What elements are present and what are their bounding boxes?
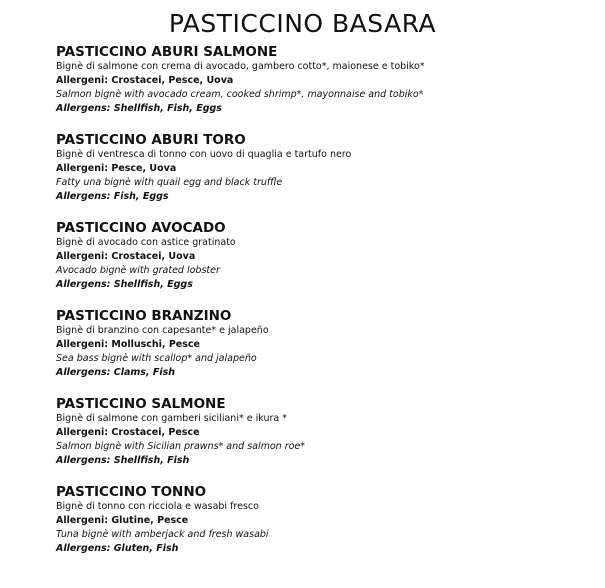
item-allergens-it: Allergeni: Glutine, Pesce — [56, 515, 189, 526]
item-allergens-it: Allergeni: Crostacei, Pesce — [56, 427, 200, 438]
menu-item — [56, 396, 596, 484]
item-description-it: Bignè di tonno con ricciola e wasabi fresco — [56, 501, 259, 512]
menu-item — [56, 308, 596, 396]
item-allergens-it: Allergeni: Crostacei, Uova — [56, 251, 196, 262]
item-allergens-en: Allergens: Fish, Eggs — [56, 191, 169, 202]
item-description-en: Sea bass bignè with scallop* and jalapeño — [56, 353, 257, 364]
item-allergens-en: Allergens: Clams, Fish — [56, 367, 176, 378]
menu-item — [56, 44, 596, 132]
item-name: PASTICCINO BRANZINO — [56, 308, 232, 324]
menu-item — [56, 484, 596, 572]
item-allergens-it: Allergeni: Molluschi, Pesce — [56, 339, 200, 350]
item-allergens-en: Allergens: Shellfish, Eggs — [56, 279, 193, 290]
item-name: PASTICCINO AVOCADO — [56, 220, 226, 236]
item-description-en: Fatty una bignè with quail egg and black truffle — [56, 177, 283, 188]
item-description-en: Salmon bignè with avocado cream, cooked shrimp*, mayonnaise and tobiko* — [56, 89, 424, 100]
item-name: PASTICCINO ABURI SALMONE — [56, 44, 278, 60]
item-name: PASTICCINO SALMONE — [56, 396, 226, 412]
item-allergens-en: Allergens: Shellfish, Fish — [56, 455, 190, 466]
item-description-it: Bignè di avocado con astice gratinato — [56, 237, 236, 248]
item-name: PASTICCINO TONNO — [56, 484, 207, 500]
menu-item — [56, 132, 596, 220]
item-description-it: Bignè di ventresca di tonno con uovo di quaglia e tartufo nero — [56, 149, 352, 160]
menu-items — [56, 44, 596, 572]
item-description-en: Salmon bignè with Sicilian prawns* and salmon roe* — [56, 441, 306, 452]
item-description-it: Bignè di branzino con capesante* e jalapeño — [56, 325, 269, 336]
item-allergens-en: Allergens: Gluten, Fish — [56, 543, 179, 554]
item-name: PASTICCINO ABURI TORO — [56, 132, 246, 148]
menu-item — [56, 220, 596, 308]
item-description-en: Avocado bignè with grated lobster — [56, 265, 220, 276]
item-allergens-en: Allergens: Shellfish, Fish, Eggs — [56, 103, 222, 114]
item-allergens-it: Allergeni: Crostacei, Pesce, Uova — [56, 75, 234, 86]
item-description-it: Bignè di salmone con crema di avocado, gambero cotto*, maionese e tobiko* — [56, 61, 425, 72]
item-description-it: Bignè di salmone con gamberi siciliani* e ikura * — [56, 413, 287, 424]
item-description-en: Tuna bignè with amberjack and fresh wasabi — [56, 529, 269, 540]
item-allergens-it: Allergeni: Pesce, Uova — [56, 163, 177, 174]
page-title: PASTICCINO BASARA — [168, 9, 437, 38]
